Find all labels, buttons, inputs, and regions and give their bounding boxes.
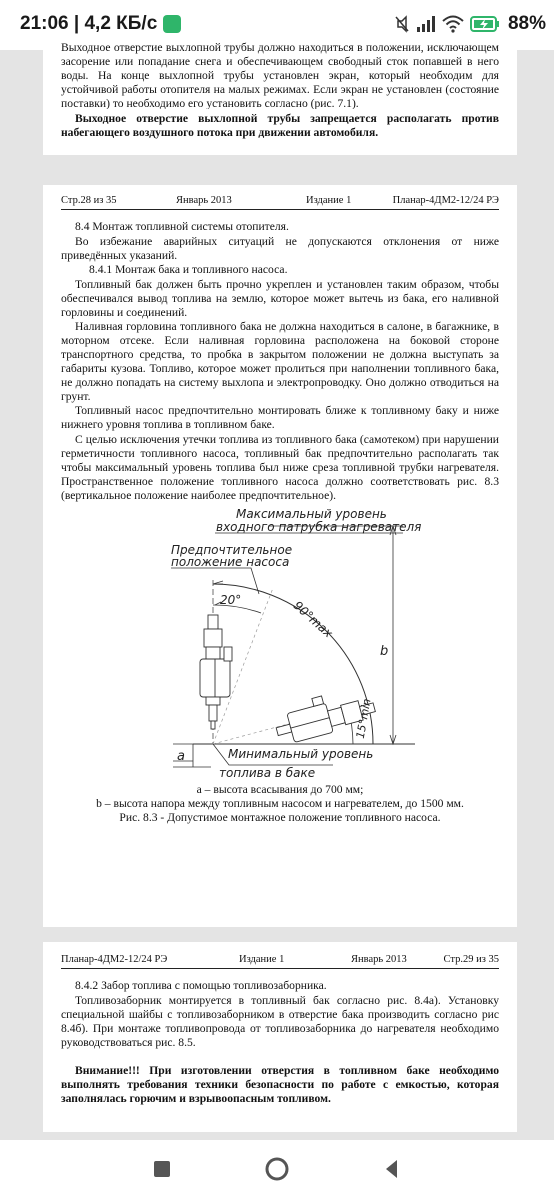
battery-charging-icon xyxy=(470,15,500,33)
navigation-bar xyxy=(0,1140,554,1200)
page-header xyxy=(61,953,499,969)
document-page-28 xyxy=(43,185,517,927)
header-doc-title: Планар-4ДМ2-12/24 РЭ xyxy=(392,195,499,206)
header-doc-title: Планар-4ДМ2-12/24 РЭ xyxy=(61,954,168,965)
leak-paragraph: С целью исключения утечки топлива из топливного бака (самотеком) при нарушении герметичности топливного насоса, топливный бак предпочтительно располагать так чтобы максимальный уровень топлива был ниже среза топливной трубки нагревателя. Пространственное положение топливного насоса должно соответствовать рис. 8.3 (вертикальное положение наиболее предпочтительное). xyxy=(61,433,499,502)
figure-legend-b: b – высота напора между топливным насосом и нагревателем, до 1500 мм. xyxy=(96,797,464,810)
header-date: Январь 2013 xyxy=(176,195,232,206)
header-date: Январь 2013 xyxy=(351,954,407,965)
fuel-intake-paragraph: Топливозаборник монтируется в топливный бак согласно рис. 8.4а). Установку специальной шайбы с топливозаборником в отверстие бака производить согласно рис 8.4б). При монтаже топливопровода от топливозаборника до нагревателя необходимо руководствоваться рис. 8.5. xyxy=(61,994,499,1049)
status-icons xyxy=(394,12,546,36)
home-button[interactable] xyxy=(262,1154,292,1184)
header-page-number: Стр.28 из 35 xyxy=(61,195,117,206)
section-heading-8-4-2: 8.4.2 Забор топлива с помощью топливозаборника. xyxy=(75,979,327,992)
document-page-27 xyxy=(43,41,517,155)
section-heading-8-4: 8.4 Монтаж топливной системы отопителя. xyxy=(75,220,289,233)
attention-paragraph: Внимание!!! При изготовлении отверстия в топливном баке необходимо выполнять требования техники безопасности по работе с емкостью, которая заполнялась горючим и взрывоопасным топливом. xyxy=(61,1064,499,1105)
document-page-29 xyxy=(43,942,517,1132)
figure-label-15min: 15°min xyxy=(353,697,374,740)
app-notification-icon xyxy=(163,15,181,33)
vertical-pump-drawing xyxy=(200,615,232,729)
back-button[interactable] xyxy=(377,1154,407,1184)
figure-label-a: a xyxy=(177,749,185,764)
signal-icon xyxy=(416,15,436,33)
figure-caption: Рис. 8.3 - Допустимое монтажное положение топливного насоса. xyxy=(119,811,441,824)
pump-mounting-figure xyxy=(43,185,517,785)
exhaust-warning: Выходное отверстие выхлопной трубы запрещается располагать против набегающего воздушного потока при движении автомобиля. xyxy=(61,112,499,139)
figure-label-max-1: Максимальный уровень xyxy=(236,507,387,521)
pump-paragraph: Топливный насос предпочтительно монтировать ближе к топливному баку и ниже нижнего уровня топлива в топливном баке. xyxy=(61,404,499,431)
figure-label-pref-2: положение насоса xyxy=(171,555,290,569)
wifi-icon xyxy=(442,15,464,33)
figure-label-max-2: входного патрубка нагревателя xyxy=(216,520,422,534)
header-edition: Издание 1 xyxy=(239,954,285,965)
header-page-number: Стр.29 из 35 xyxy=(443,954,499,965)
figure-label-20deg: 20° xyxy=(220,593,242,607)
battery-percent: 88% xyxy=(507,13,546,34)
status-time: 21:06 | 4,2 КБ/с xyxy=(20,13,158,34)
figure-label-pref-1: Предпочтительное xyxy=(171,543,293,557)
section-heading-8-4-1: 8.4.1 Монтаж бака и топливного насоса. xyxy=(89,263,288,276)
figure-label-90max: 90°max xyxy=(290,598,336,641)
filler-neck-paragraph: Наливная горловина топливного бака не должна находиться в салоне, в багажнике, в моторном отсеке. Если наливная горловина расположена на боковой стороне транспортного средства, то пробка в закрытом положении не должна выступать за габариты кузова. Топливо, которое может пролиться при наполнении топливного бака, не должно попадать на систему выхлопа и электропроводку. Оно должно отводиться на грунт. xyxy=(61,320,499,403)
figure-label-min-2: топлива в баке xyxy=(219,766,316,780)
exhaust-paragraph: Выходное отверстие выхлопной трубы должно находиться в положении, исключающем засорение или попадание снега и обеспечивающем свободный сток попавшей в него воды. На конце выхлопной трубы установлен экран, который необходим для устойчивой работы отопителя на малых режимах. Если экран не установлен (состояние поставки) то необходимо его установить согласно (рис. 7.1). xyxy=(61,41,499,109)
recent-apps-button[interactable] xyxy=(147,1154,177,1184)
figure-label-b: b xyxy=(380,644,389,659)
header-edition: Издание 1 xyxy=(306,195,352,206)
mute-icon xyxy=(394,15,410,33)
figure-legend-a: а – высота всасывания до 700 мм; xyxy=(196,783,364,796)
tank-paragraph: Топливный бак должен быть прочно укреплен и установлен таким образом, чтобы обеспечивался вывод топлива на землю, которое может вытечь из бака, его наливной горловины и соединений. xyxy=(61,278,499,319)
figure-label-min-1: Минимальный уровень xyxy=(228,747,374,761)
warning-paragraph: Во избежание аварийных ситуаций не допускаются отклонения от ниже приведённых указаний. xyxy=(61,235,499,262)
